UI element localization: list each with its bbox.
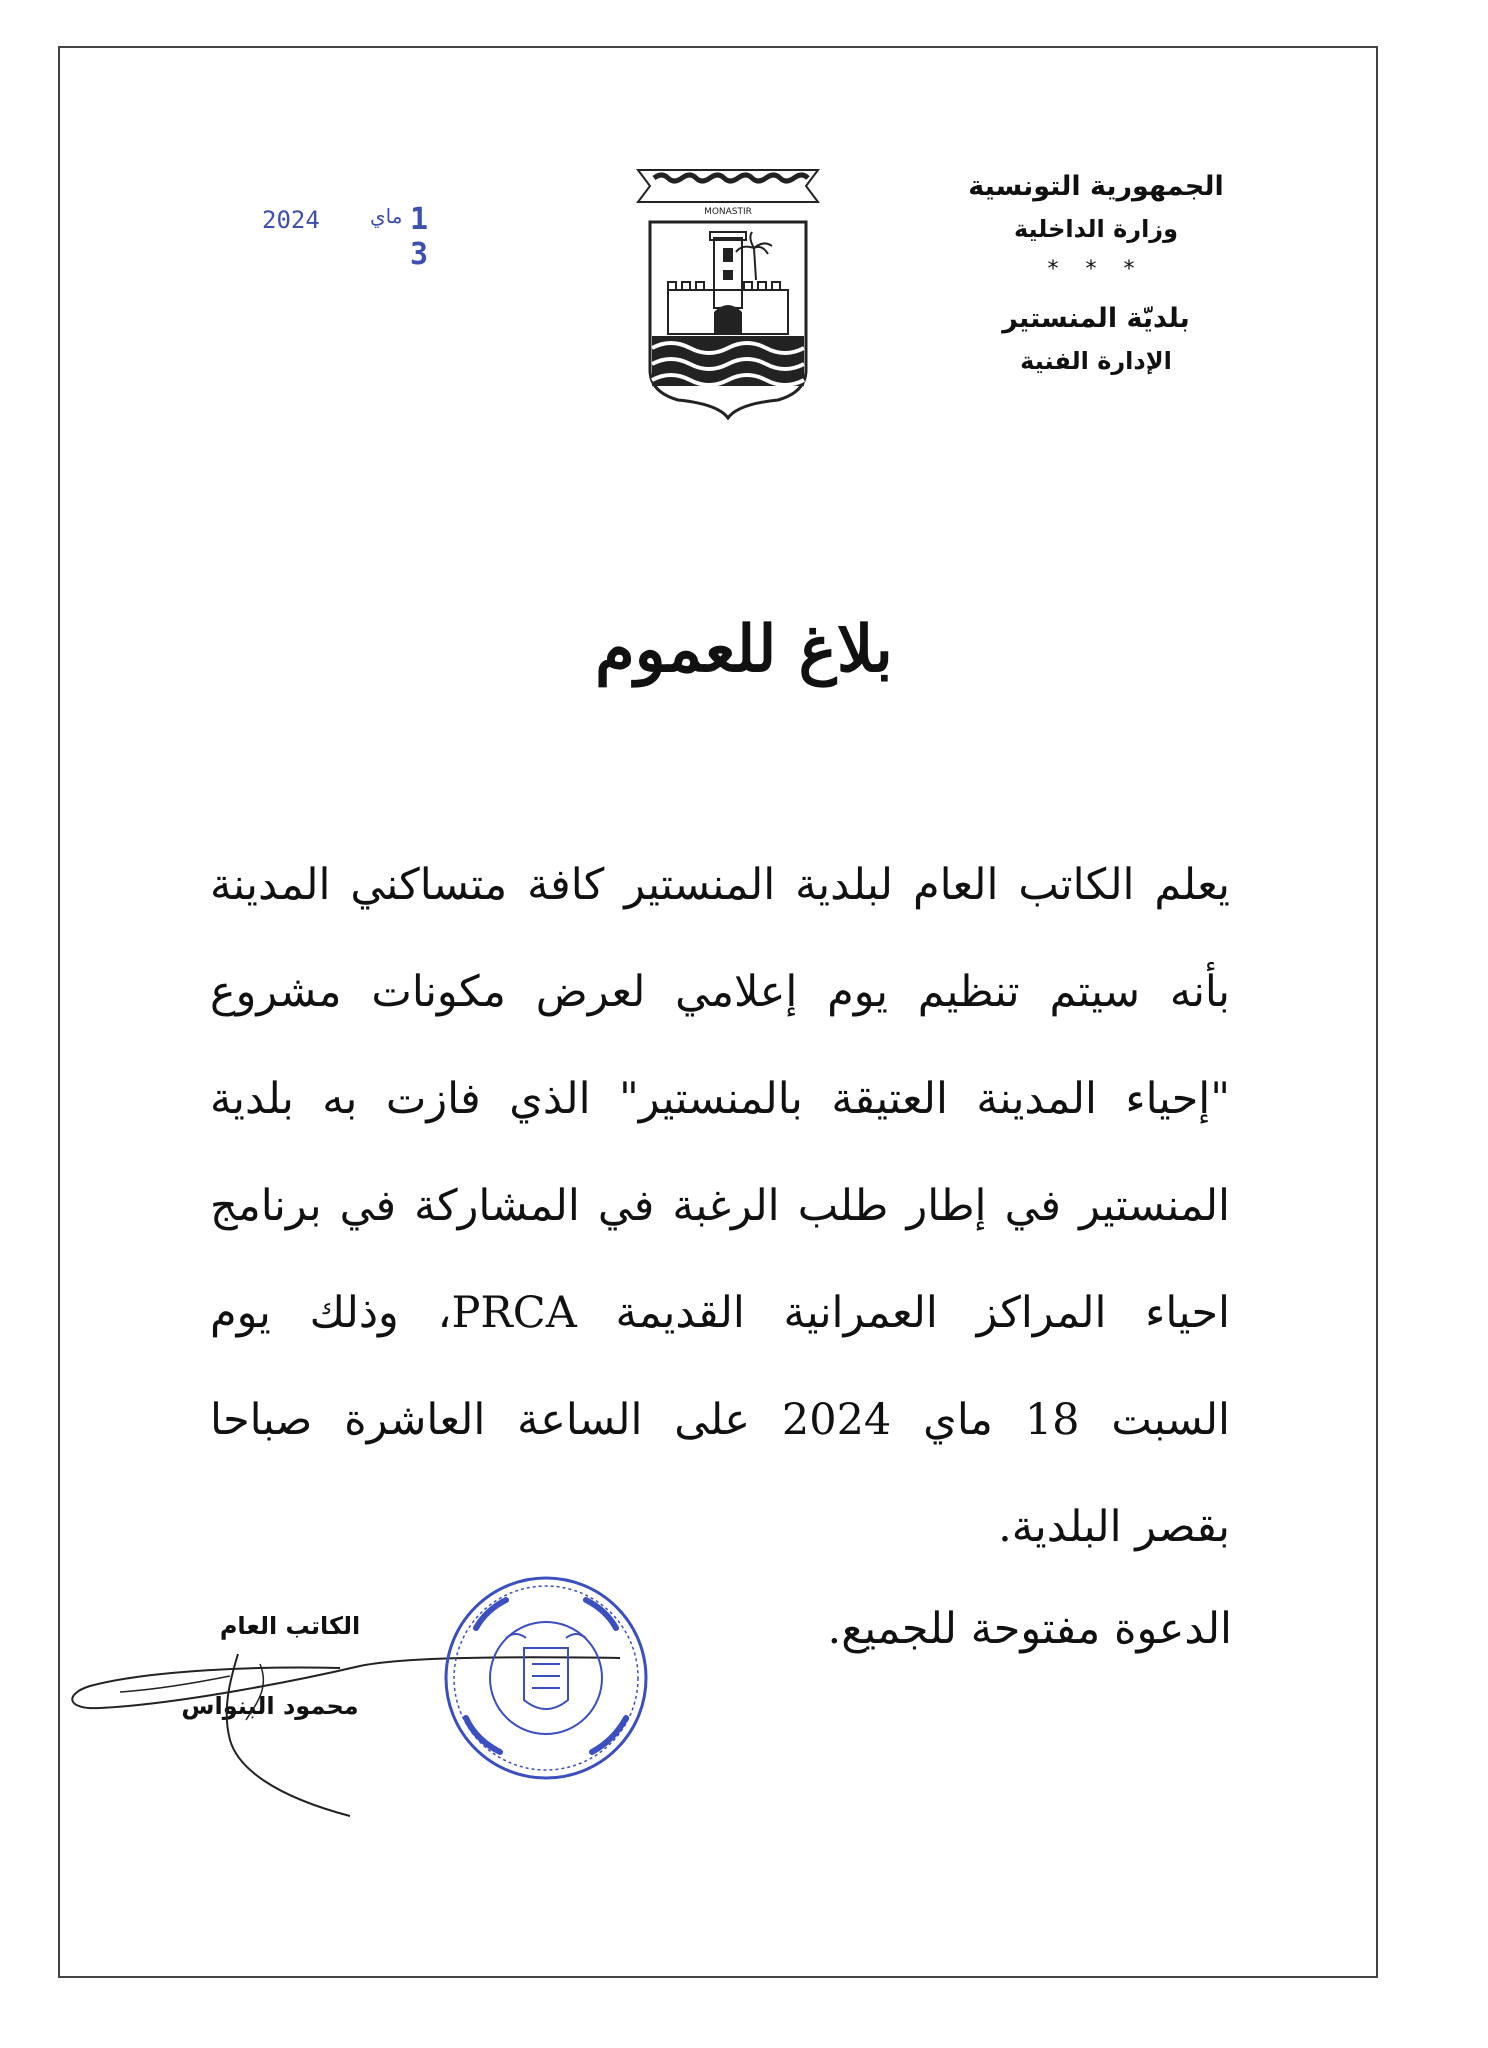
signatory-title: الكاتب العام [219, 1612, 361, 1640]
letterhead [916, 166, 1276, 382]
notice-title: بلاغ للعموم [595, 612, 893, 687]
date-stamp-year: 2024 [262, 206, 320, 234]
notice-line: بقصر البلدية. [998, 1502, 1230, 1552]
republic-name: الجمهورية التونسية [968, 171, 1224, 202]
signatory-name: محمود البنواس [181, 1692, 359, 1720]
notice-body [210, 832, 1230, 1581]
department-name: الإدارة الفنية [1020, 347, 1172, 375]
closing-line: الدعوة مفتوحة للجميع. [827, 1604, 1232, 1654]
municipality-name: بلديّة المنستير [1002, 303, 1190, 334]
notice-line: "إحياء المدينة العتيقة بالمنستير" الذي فازت به بلدية [210, 1074, 1230, 1124]
notice-line: يعلم الكاتب العام لبلدية المنستير كافة متساكني المدينة [210, 860, 1230, 910]
official-seal-icon [436, 1568, 656, 1788]
date-stamp [258, 202, 458, 272]
monastir-coat-of-arms-icon [628, 160, 828, 420]
notice-line: المنستير في إطار طلب الرغبة في المشاركة في برنامج [210, 1181, 1230, 1231]
notice-line: السبت 18 ماي 2024 على الساعة العاشرة صباحا [210, 1395, 1230, 1445]
date-stamp-day: 1 3 [410, 202, 433, 272]
notice-line: احياء المراكز العمرانية القديمة PRCA، وذلك يوم [210, 1288, 1230, 1338]
ministry-name: وزارة الداخلية [1013, 215, 1179, 243]
date-stamp-month: ماي [370, 204, 403, 228]
notice-line: بأنه سيتم تنظيم يوم إعلامي لعرض مكونات مشروع [210, 967, 1230, 1017]
header-separator: * * * [1047, 257, 1145, 282]
emblem-banner-text: MONASTIR [704, 207, 752, 217]
